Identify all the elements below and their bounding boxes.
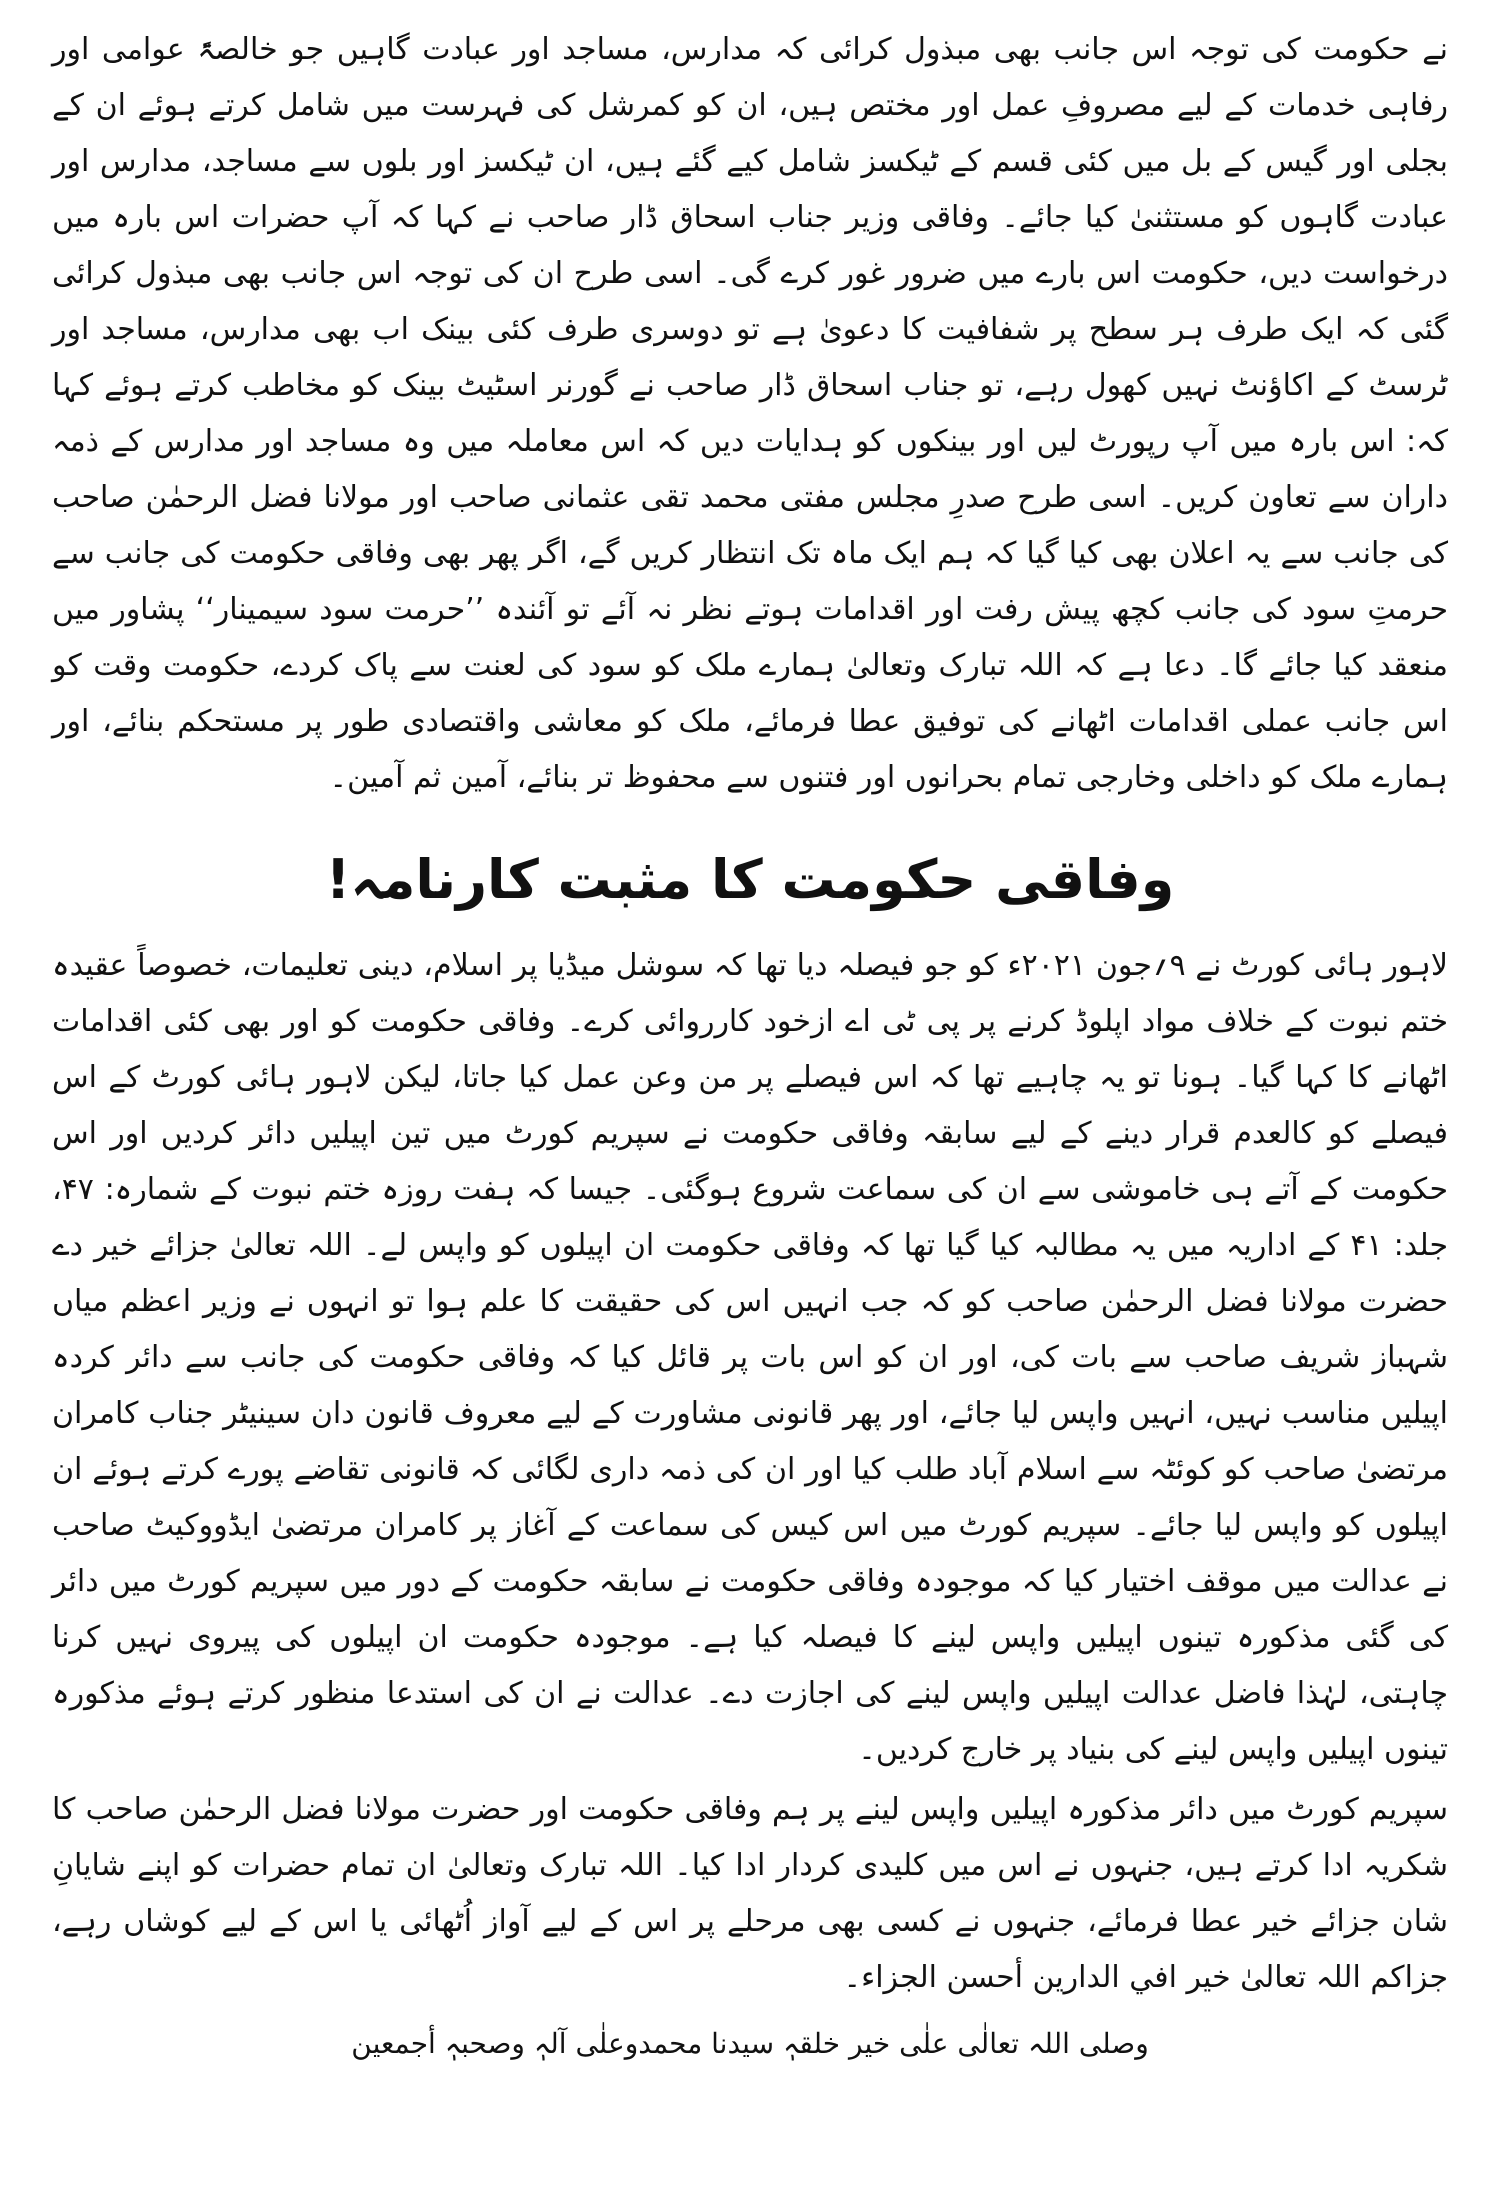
body-paragraph-1: لاہور ہائی کورٹ نے ۹؍جون ۲۰۲۱ء کو جو فیصلہ دیا تھا کہ سوشل میڈیا پر اسلام، دینی تعلیمات، خصوصاً عقیدہ ختم نبوت کے خلاف مواد اپلوڈ کرنے پر پی ٹی اے ازخود کارروائی کرے۔ وفاقی حکومت کو اور بھی کئی اقدامات اٹھانے کا کہا گیا۔ ہونا تو یہ چاہیے تھا کہ اس فیصلے پر من وعن عمل کیا جاتا، لیکن لاہور ہائی کورٹ کے اس فیصلے کو کالعدم قرار دینے کے لیے سابقہ وفاقی حکومت نے سپریم کورٹ میں تین اپیلیں دائر کردیں اور اس حکومت کے آتے ہی خاموشی سے ان کی سماعت شروع ہوگئی۔ جیسا کہ ہفت روزہ ختم نبوت کے شمارہ: ۴۷، جلد: ۴۱ کے اداریہ میں یہ مطالبہ کیا گیا تھا کہ وفاقی حکومت ان اپیلوں کو واپس لے۔ اللہ تعالیٰ جزائے خیر دے حضرت مولانا فضل الرحمٰن صاحب کو کہ جب انہیں اس کی حقیقت کا علم ہوا تو انہوں نے وزیر اعظم میاں شہباز شریف صاحب سے بات کی، اور ان کو اس بات پر قائل کیا کہ وفاقی حکومت کی جانب سے دائر کردہ اپیلیں مناسب نہیں، انہیں واپس لیا جائے، اور پھر قانونی مشاورت کے لیے معروف قانون دان سینیٹر جناب کامران مرتضیٰ صاحب کو کوئٹہ سے اسلام آباد طلب کیا اور ان کی ذمہ داری لگائی کہ قانونی تقاضے پورے کرتے ہوئے ان اپیلوں کو واپس لیا جائے۔ سپریم کورٹ میں اس کیس کی سماعت کے آغاز پر کامران مرتضیٰ ایڈووکیٹ صاحب نے عدالت میں موقف اختیار کیا کہ موجودہ وفاقی حکومت نے سابقہ حکومت کے دور میں سپریم کورٹ میں دائر کی گئی مذکورہ تینوں اپیلیں واپس لینے کا فیصلہ کیا ہے۔ موجودہ حکومت ان اپیلوں کی پیروی نہیں کرنا چاہتی، لہٰذا فاضل عدالت اپیلیں واپس لینے کی اجازت دے۔ عدالت نے ان کی استدعا منظور کرتے ہوئے مذکورہ تینوں اپیلیں واپس لینے کی بنیاد پر خارج کردیں۔: [52, 948, 1448, 1767]
intro-paragraph: نے حکومت کی توجہ اس جانب بھی مبذول کرائی کہ مدارس، مساجد اور عبادت گاہیں جو خالصۃً عوامی اور رفاہی خدمات کے لیے مصروفِ عمل اور مختص ہیں، ان کو کمرشل کی فہرست میں شامل کرتے ہوئے ان کے بجلی اور گیس کے بل میں کئی قسم کے ٹیکسز شامل کیے گئے ہیں، ان ٹیکسز اور بلوں سے مساجد، مدارس اور عبادت گاہوں کو مستثنیٰ کیا جائے۔ وفاقی وزیر جناب اسحاق ڈار صاحب نے کہا کہ آپ حضرات اس بارہ میں درخواست دیں، حکومت اس بارے میں ضرور غور کرے گی۔ اسی طرح ان کی توجہ اس جانب بھی مبذول کرائی گئی کہ ایک طرف ہر سطح پر شفافیت کا دعویٰ ہے تو دوسری طرف کئی بینک اب بھی مدارس، مساجد اور ٹرسٹ کے اکاؤنٹ نہیں کھول رہے، تو جناب اسحاق ڈار صاحب نے گورنر اسٹیٹ بینک کو مخاطب کرتے ہوئے کہا کہ: اس بارہ میں آپ رپورٹ لیں اور بینکوں کو ہدایات دیں کہ اس معاملہ میں وہ مساجد اور مدارس کے ذمہ داران سے تعاون کریں۔ اسی طرح صدرِ مجلس مفتی محمد تقی عثمانی صاحب اور مولانا فضل الرحمٰن صاحب کی جانب سے یہ اعلان بھی کیا گیا کہ ہم ایک ماہ تک انتظار کریں گے، اگر پھر بھی وفاقی حکومت کی جانب سے حرمتِ سود کی جانب کچھ پیش رفت اور اقدامات ہوتے نظر نہ آئے تو آئندہ ’’حرمت سود سیمینار‘‘ پشاور میں منعقد کیا جائے گا۔ دعا ہے کہ اللہ تبارک وتعالیٰ ہمارے ملک کو سود کی لعنت سے پاک کردے، حکومت وقت کو اس جانب عملی اقدامات اٹھانے کی توفیق عطا فرمائے، ملک کو معاشی واقتصادی طور پر مستحکم بنائے، اور ہمارے ملک کو داخلی وخارجی تمام بحرانوں اور فتنوں سے محفوظ تر بنائے، آمین ثم آمین۔: [52, 32, 1448, 795]
closing-salutation: وصلی اللہ تعالٰی علٰی خیر خلقہٖ سیدنا محمدوعلٰی آلہٖ وصحبہٖ أجمعین: [351, 2027, 1149, 2060]
body-paragraph-2: سپریم کورٹ میں دائر مذکورہ اپیلیں واپس لینے پر ہم وفاقی حکومت اور حضرت مولانا فضل الرحمٰن صاحب کا شکریہ ادا کرتے ہیں، جنہوں نے اس میں کلیدی کردار ادا کیا۔ اللہ تبارک وتعالیٰ ان تمام حضرات کو اپنے شایانِ شان جزائے خیر عطا فرمائے، جنہوں نے کسی بھی مرحلے پر اس کے لیے آواز اُٹھائی یا اس کے لیے کوشاں رہے، جزاکم اللہ تعالیٰ خیر افي الدارین أحسن الجزاء۔: [52, 1792, 1448, 1995]
article-heading: وفاقی حکومت کا مثبت کارنامہ!: [325, 848, 1175, 911]
